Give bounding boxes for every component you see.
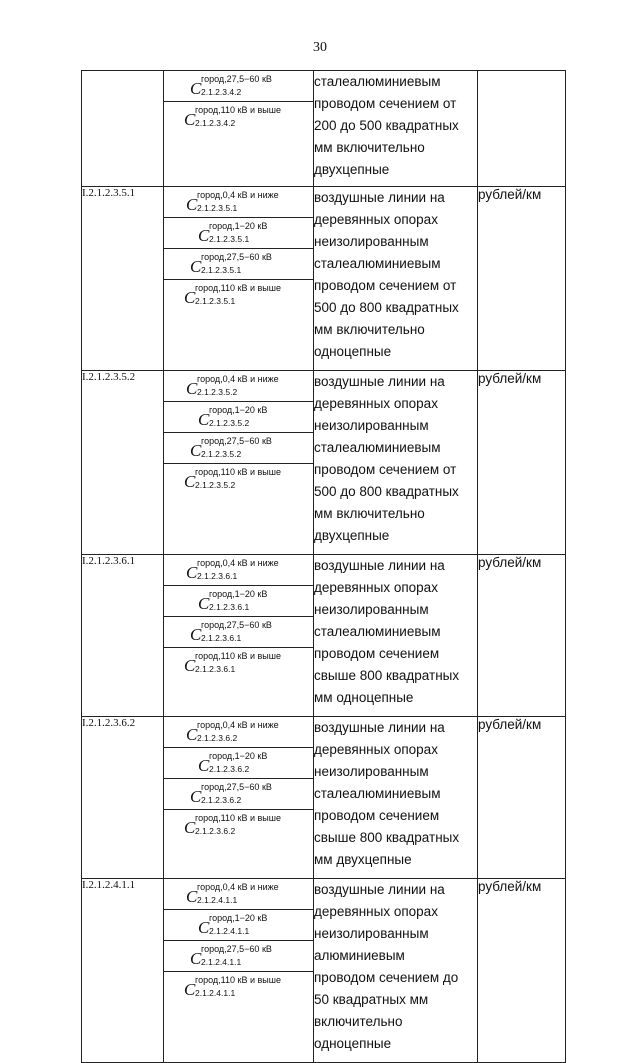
rate-symbol-subscript: 2.1.2.4.1.1 bbox=[201, 957, 242, 967]
rate-symbol-letter: C bbox=[184, 656, 196, 675]
code-cell: I.2.1.2.3.6.1 bbox=[82, 555, 164, 717]
description-line: воздушные линии на bbox=[314, 558, 445, 573]
rate-symbol-subscript: 2.1.2.3.5.2 bbox=[201, 449, 242, 459]
description-line: сталеалюминиевым bbox=[314, 74, 441, 89]
description-line: неизолированным bbox=[314, 926, 429, 941]
code-cell: I.2.1.2.3.5.1 bbox=[82, 187, 164, 371]
rate-symbol-superscript: город,1−20 кВ bbox=[209, 751, 268, 761]
description-cell bbox=[314, 717, 478, 879]
code-cell: I.2.1.2.4.1.1 bbox=[82, 879, 164, 1063]
description-line: двухцепные bbox=[314, 162, 390, 177]
description-line: деревянных опорах bbox=[314, 904, 438, 919]
rate-symbol-cell bbox=[164, 941, 314, 972]
rate-symbol-superscript: город,0,4 кВ и ниже bbox=[197, 720, 279, 730]
description-line: мм включительно bbox=[314, 322, 425, 337]
rate-symbol-letter: C bbox=[198, 410, 210, 429]
rate-symbol-letter: C bbox=[190, 257, 202, 276]
rate-symbol-superscript: город,1−20 кВ bbox=[209, 405, 268, 415]
rate-symbol-subscript: 2.1.2.3.6.1 bbox=[209, 602, 250, 612]
description-cell bbox=[314, 371, 478, 555]
description-cell bbox=[314, 879, 478, 1063]
rate-symbol-letter: C bbox=[186, 563, 198, 582]
table-row bbox=[82, 71, 566, 102]
table-row bbox=[82, 187, 566, 218]
rate-symbol-subscript: 2.1.2.3.6.1 bbox=[201, 633, 242, 643]
rate-symbol-subscript: 2.1.2.3.4.2 bbox=[195, 118, 236, 128]
unit-cell: рублей/км bbox=[478, 371, 566, 555]
rate-symbol-letter: C bbox=[190, 441, 202, 460]
table-row bbox=[82, 717, 566, 748]
rate-symbol-subscript: 2.1.2.3.5.2 bbox=[195, 480, 236, 490]
rate-symbol-subscript: 2.1.2.3.5.1 bbox=[201, 265, 242, 275]
rate-symbol-subscript: 2.1.2.3.6.2 bbox=[195, 826, 236, 836]
description-line: мм одноцепные bbox=[314, 690, 414, 705]
description-line: деревянных опорах bbox=[314, 742, 438, 757]
rate-symbol-letter: C bbox=[190, 949, 202, 968]
description-line: деревянных опорах bbox=[314, 212, 438, 227]
rate-symbol-cell bbox=[164, 648, 314, 717]
rate-symbol-cell bbox=[164, 779, 314, 810]
rate-symbol-subscript: 2.1.2.4.1.1 bbox=[209, 926, 250, 936]
rate-symbol-superscript: город,1−20 кВ bbox=[209, 913, 268, 923]
rate-symbol-subscript: 2.1.2.3.5.1 bbox=[195, 296, 236, 306]
rate-symbol-cell bbox=[164, 910, 314, 941]
rate-symbol-letter: C bbox=[190, 787, 202, 806]
rate-symbol-letter: C bbox=[186, 195, 198, 214]
code-cell: I.2.1.2.3.5.2 bbox=[82, 371, 164, 555]
rate-symbol-superscript: город,110 кВ и выше bbox=[195, 283, 281, 293]
rate-symbol-superscript: город,0,4 кВ и ниже bbox=[197, 190, 279, 200]
description-line: проводом сечением от bbox=[314, 462, 457, 477]
description-line: воздушные линии на bbox=[314, 720, 445, 735]
rate-symbol-letter: C bbox=[190, 79, 202, 98]
rate-symbol-superscript: город,0,4 кВ и ниже bbox=[197, 374, 279, 384]
rate-symbol-cell bbox=[164, 972, 314, 1063]
rate-symbol-superscript: город,27,5−60 кВ bbox=[201, 620, 272, 630]
description-line: проводом сечением до bbox=[314, 970, 459, 985]
rate-symbol-superscript: город,27,5−60 кВ bbox=[201, 944, 272, 954]
description-line: сталеалюминиевым bbox=[314, 440, 441, 455]
rate-symbol-subscript: 2.1.2.3.6.2 bbox=[197, 733, 238, 743]
description-line: деревянных опорах bbox=[314, 580, 438, 595]
code-cell bbox=[82, 71, 164, 187]
rate-symbol-letter: C bbox=[186, 725, 198, 744]
rate-symbol-subscript: 2.1.2.3.5.1 bbox=[209, 234, 250, 244]
description-line: 500 до 800 квадратных bbox=[314, 484, 459, 499]
unit-cell: рублей/км bbox=[478, 187, 566, 371]
description-line: проводом сечением от bbox=[314, 278, 457, 293]
rate-symbol-superscript: город,110 кВ и выше bbox=[195, 467, 281, 477]
rate-symbol-superscript: город,110 кВ и выше bbox=[195, 813, 281, 823]
description-line: алюминиевым bbox=[314, 948, 405, 963]
description-line: проводом сечением bbox=[314, 646, 440, 661]
rate-symbol-cell bbox=[164, 218, 314, 249]
tariff-table bbox=[81, 70, 566, 1063]
rate-symbol-cell bbox=[164, 555, 314, 586]
description-line: сталеалюминиевым bbox=[314, 624, 441, 639]
rate-symbol-subscript: 2.1.2.3.6.1 bbox=[197, 571, 238, 581]
description-line: воздушные линии на bbox=[314, 374, 445, 389]
rate-symbol-letter: C bbox=[186, 887, 198, 906]
rate-symbol-letter: C bbox=[184, 980, 196, 999]
page-number: 30 bbox=[313, 40, 327, 55]
description-line: неизолированным bbox=[314, 602, 429, 617]
rate-symbol-superscript: город,1−20 кВ bbox=[209, 221, 268, 231]
rate-symbol-letter: C bbox=[184, 472, 196, 491]
unit-cell: рублей/км bbox=[478, 717, 566, 879]
description-line: сталеалюминиевым bbox=[314, 786, 441, 801]
rate-symbol-subscript: 2.1.2.3.6.2 bbox=[201, 795, 242, 805]
description-line: двухцепные bbox=[314, 528, 390, 543]
table-row bbox=[82, 555, 566, 586]
description-line: мм включительно bbox=[314, 140, 425, 155]
description-cell bbox=[314, 71, 478, 187]
description-line: одноцепные bbox=[314, 344, 392, 359]
rate-symbol-superscript: город,0,4 кВ и ниже bbox=[197, 558, 279, 568]
rate-symbol-cell bbox=[164, 586, 314, 617]
rate-symbol-cell bbox=[164, 249, 314, 280]
rate-symbol-letter: C bbox=[198, 918, 210, 937]
rate-symbol-subscript: 2.1.2.4.1.1 bbox=[195, 988, 236, 998]
description-line: 500 до 800 квадратных bbox=[314, 300, 459, 315]
description-line: включительно bbox=[314, 1014, 403, 1029]
rate-symbol-superscript: город,1−20 кВ bbox=[209, 589, 268, 599]
rate-symbol-cell bbox=[164, 187, 314, 218]
rate-symbol-cell bbox=[164, 102, 314, 187]
rate-symbol-superscript: город,110 кВ и выше bbox=[195, 651, 281, 661]
rate-symbol-superscript: город,110 кВ и выше bbox=[195, 105, 281, 115]
rate-symbol-subscript: 2.1.2.3.5.2 bbox=[209, 418, 250, 428]
rate-symbol-subscript: 2.1.2.3.6.1 bbox=[195, 664, 236, 674]
description-line: 50 квадратных мм bbox=[314, 992, 429, 1007]
description-line: неизолированным bbox=[314, 418, 429, 433]
description-line: неизолированным bbox=[314, 234, 429, 249]
rate-symbol-letter: C bbox=[198, 756, 210, 775]
rate-symbol-cell bbox=[164, 371, 314, 402]
rate-symbol-letter: C bbox=[190, 625, 202, 644]
description-line: свыше 800 квадратных bbox=[314, 668, 460, 683]
rate-symbol-cell bbox=[164, 464, 314, 555]
description-line: воздушные линии на bbox=[314, 882, 445, 897]
rate-symbol-superscript: город,0,4 кВ и ниже bbox=[197, 882, 279, 892]
description-line: мм двухцепные bbox=[314, 852, 412, 867]
rate-symbol-letter: C bbox=[186, 379, 198, 398]
rate-symbol-superscript: город,27,5−60 кВ bbox=[201, 782, 272, 792]
rate-symbol-cell bbox=[164, 433, 314, 464]
rate-symbol-subscript: 2.1.2.3.5.2 bbox=[197, 387, 238, 397]
rate-symbol-subscript: 2.1.2.3.5.1 bbox=[197, 203, 238, 213]
rate-symbol-letter: C bbox=[198, 226, 210, 245]
rate-symbol-cell bbox=[164, 280, 314, 371]
rate-symbol-cell bbox=[164, 748, 314, 779]
description-line: 200 до 500 квадратных bbox=[314, 118, 459, 133]
rate-symbol-letter: C bbox=[184, 288, 196, 307]
description-line: деревянных опорах bbox=[314, 396, 438, 411]
rate-symbol-cell bbox=[164, 810, 314, 879]
description-line: мм включительно bbox=[314, 506, 425, 521]
description-cell bbox=[314, 187, 478, 371]
rate-symbol-superscript: город,27,5−60 кВ bbox=[201, 74, 272, 84]
rate-symbol-cell bbox=[164, 717, 314, 748]
rate-symbol-subscript: 2.1.2.3.6.2 bbox=[209, 764, 250, 774]
rate-symbol-cell bbox=[164, 71, 314, 102]
rate-symbol-cell bbox=[164, 402, 314, 433]
rate-symbol-superscript: город,27,5−60 кВ bbox=[201, 436, 272, 446]
rate-symbol-cell bbox=[164, 617, 314, 648]
description-line: проводом сечением bbox=[314, 808, 440, 823]
rate-symbol-letter: C bbox=[198, 594, 210, 613]
description-line: неизолированным bbox=[314, 764, 429, 779]
description-line: одноцепные bbox=[314, 1036, 392, 1051]
rate-symbol-superscript: город,110 кВ и выше bbox=[195, 975, 281, 985]
description-line: воздушные линии на bbox=[314, 190, 445, 205]
description-line: проводом сечением от bbox=[314, 96, 457, 111]
unit-cell bbox=[478, 71, 566, 187]
description-cell bbox=[314, 555, 478, 717]
description-line: сталеалюминиевым bbox=[314, 256, 441, 271]
rate-symbol-letter: C bbox=[184, 110, 196, 129]
unit-cell: рублей/км bbox=[478, 555, 566, 717]
unit-cell: рублей/км bbox=[478, 879, 566, 1063]
description-line: свыше 800 квадратных bbox=[314, 830, 460, 845]
table-row bbox=[82, 371, 566, 402]
rate-symbol-superscript: город,27,5−60 кВ bbox=[201, 252, 272, 262]
rate-symbol-subscript: 2.1.2.4.1.1 bbox=[197, 895, 238, 905]
rate-symbol-letter: C bbox=[184, 818, 196, 837]
rate-symbol-subscript: 2.1.2.3.4.2 bbox=[201, 87, 242, 97]
code-cell: I.2.1.2.3.6.2 bbox=[82, 717, 164, 879]
